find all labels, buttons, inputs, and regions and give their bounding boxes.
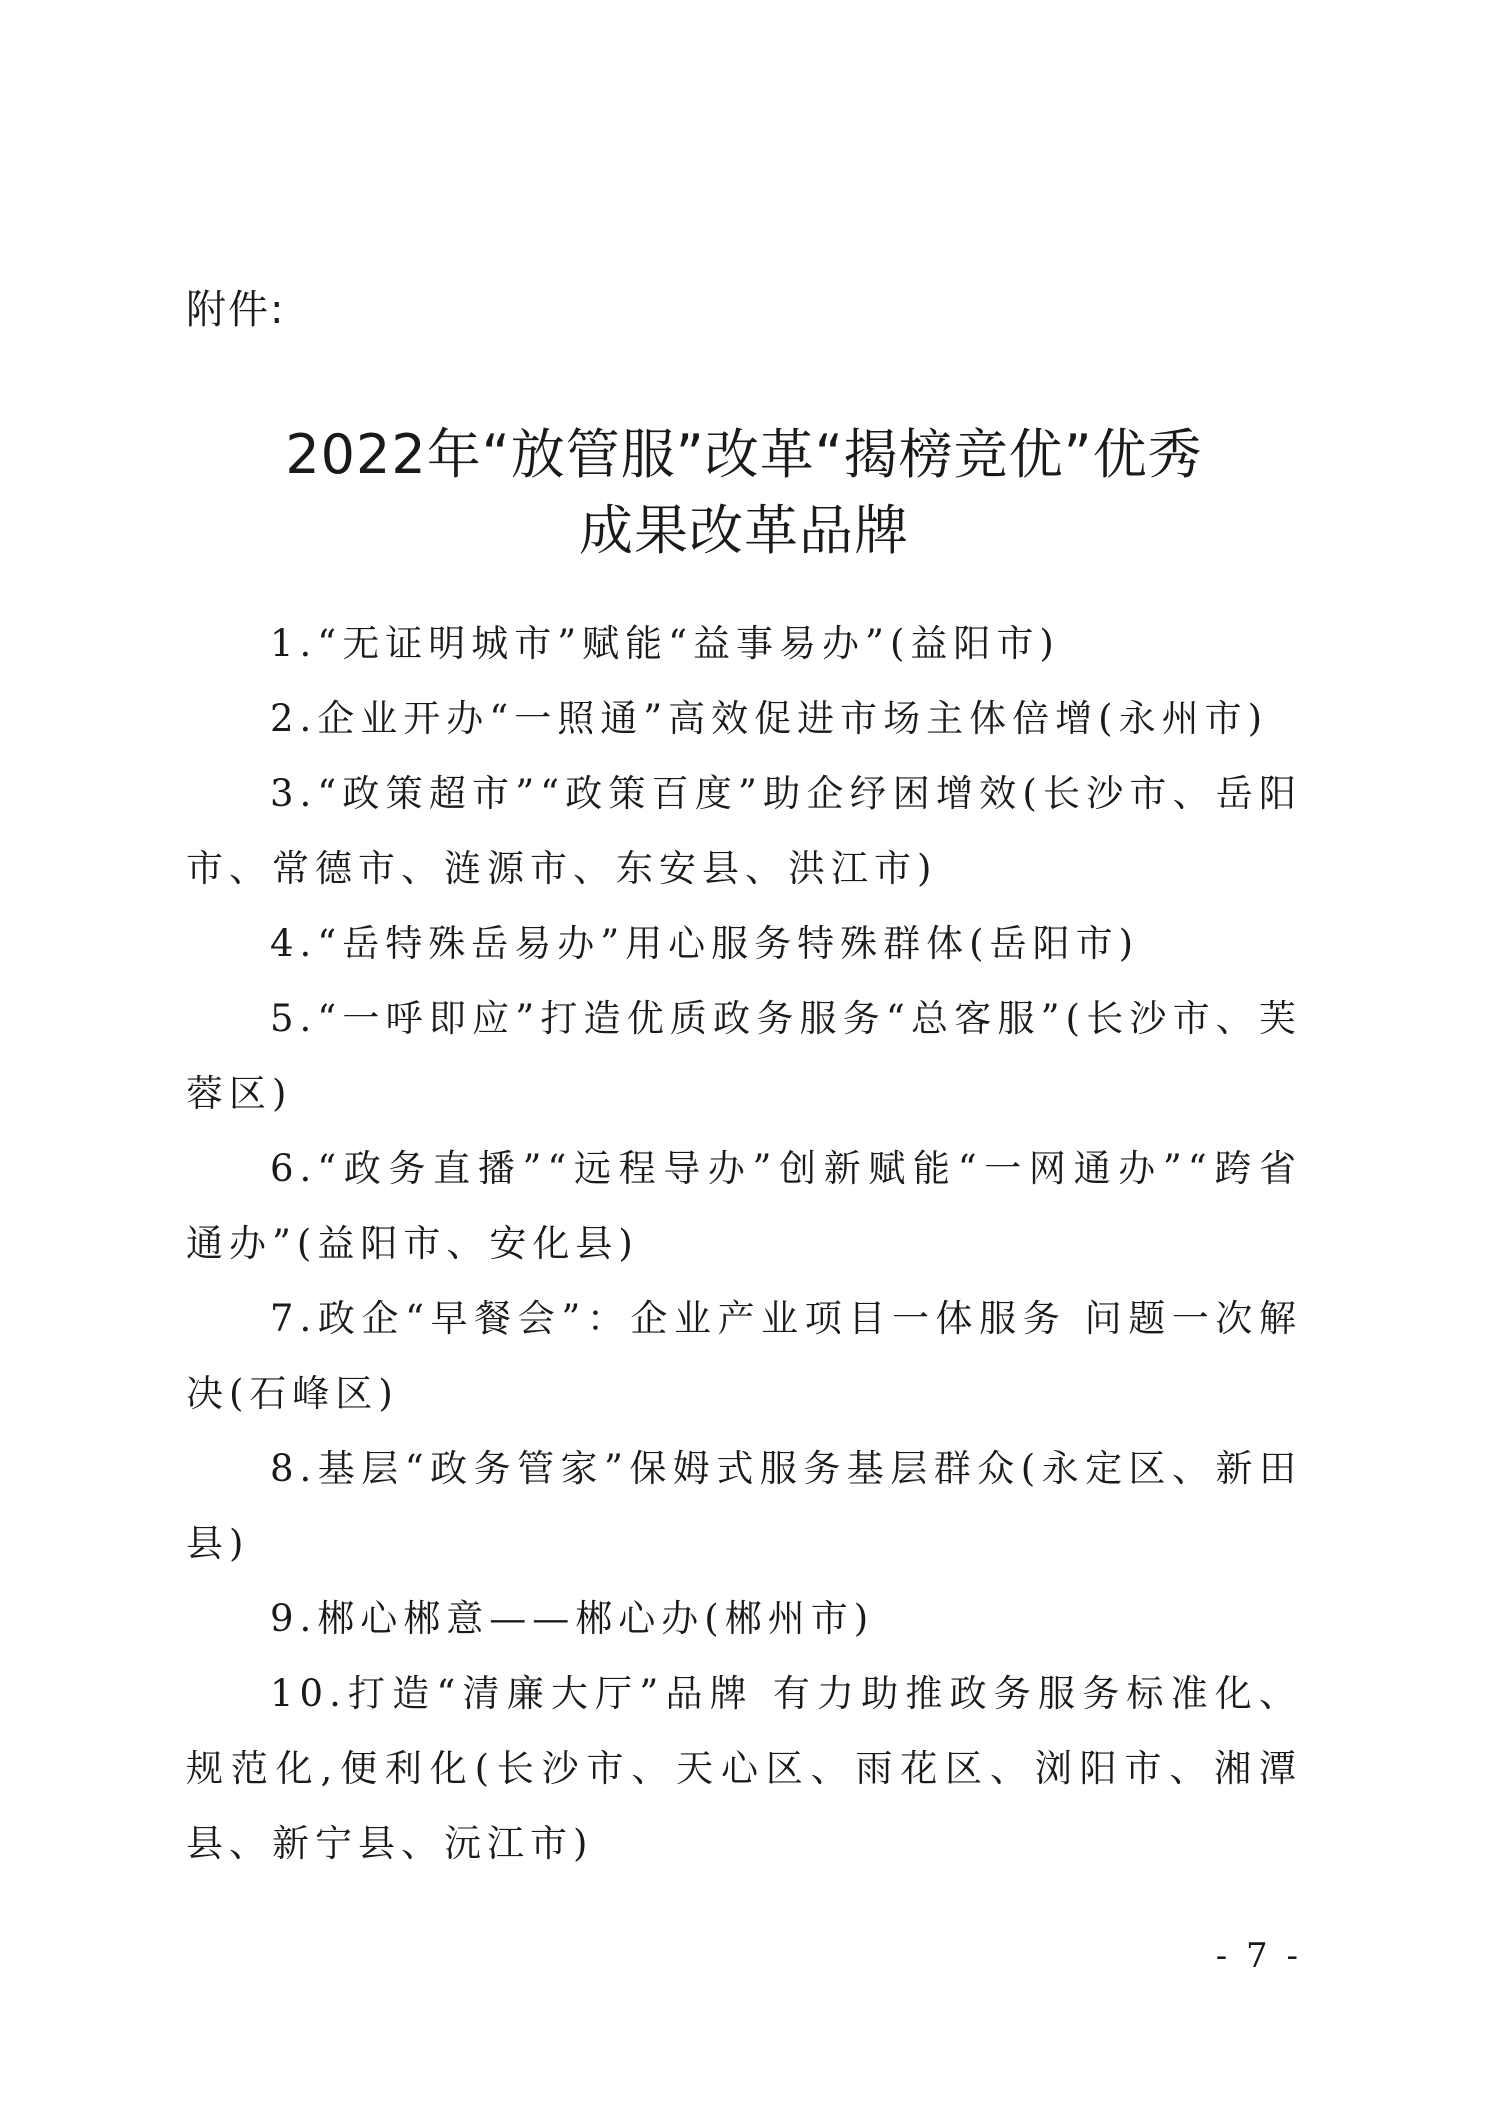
list-item-7: 7.政企“早餐会”：企业产业项目一体服务 问题一次解决(石峰区) xyxy=(186,1297,1302,1415)
list-item-8: 8.基层“政务管家”保姆式服务基层群众(永定区、新田县) xyxy=(186,1447,1302,1565)
document-body xyxy=(186,606,1302,1881)
document-title-line-1: 2022年“放管服”改革“揭榜竞优”优秀 xyxy=(285,423,1203,486)
attachment-label: 附件: xyxy=(186,287,286,333)
list-item-9: 9.郴心郴意——郴心办(郴州市) xyxy=(270,1597,875,1640)
list-item-10: 10.打造“清廉大厅”品牌 有力助推政务服务标准化、规范化,便利化(长沙市、天心区、雨花区、浏阳市、湘潭县、新宁县、沅江市) xyxy=(186,1672,1302,1865)
page-number: - 7 - xyxy=(1215,1936,1302,1976)
list-item-5: 5.“一呼即应”打造优质政务服务“总客服”(长沙市、芙蓉区) xyxy=(186,997,1302,1115)
list-item-1: 1.“无证明城市”赋能“益事易办”(益阳市) xyxy=(270,622,1060,665)
document-title-line-2: 成果改革品牌 xyxy=(579,499,909,562)
list-item-3: 3.“政策超市”“政策百度”助企纾困增效(长沙市、岳阳市、常德市、涟源市、东安县、洪江市) xyxy=(186,772,1302,890)
list-item-4: 4.“岳特殊岳易办”用心服务特殊群体(岳阳市) xyxy=(270,922,1140,965)
list-item-2: 2.企业开办“一照通”高效促进市场主体倍增(永州市) xyxy=(270,697,1269,740)
list-item-6: 6.“政务直播”“远程导办”创新赋能“一网通办”“跨省通办”(益阳市、安化县) xyxy=(186,1147,1302,1265)
